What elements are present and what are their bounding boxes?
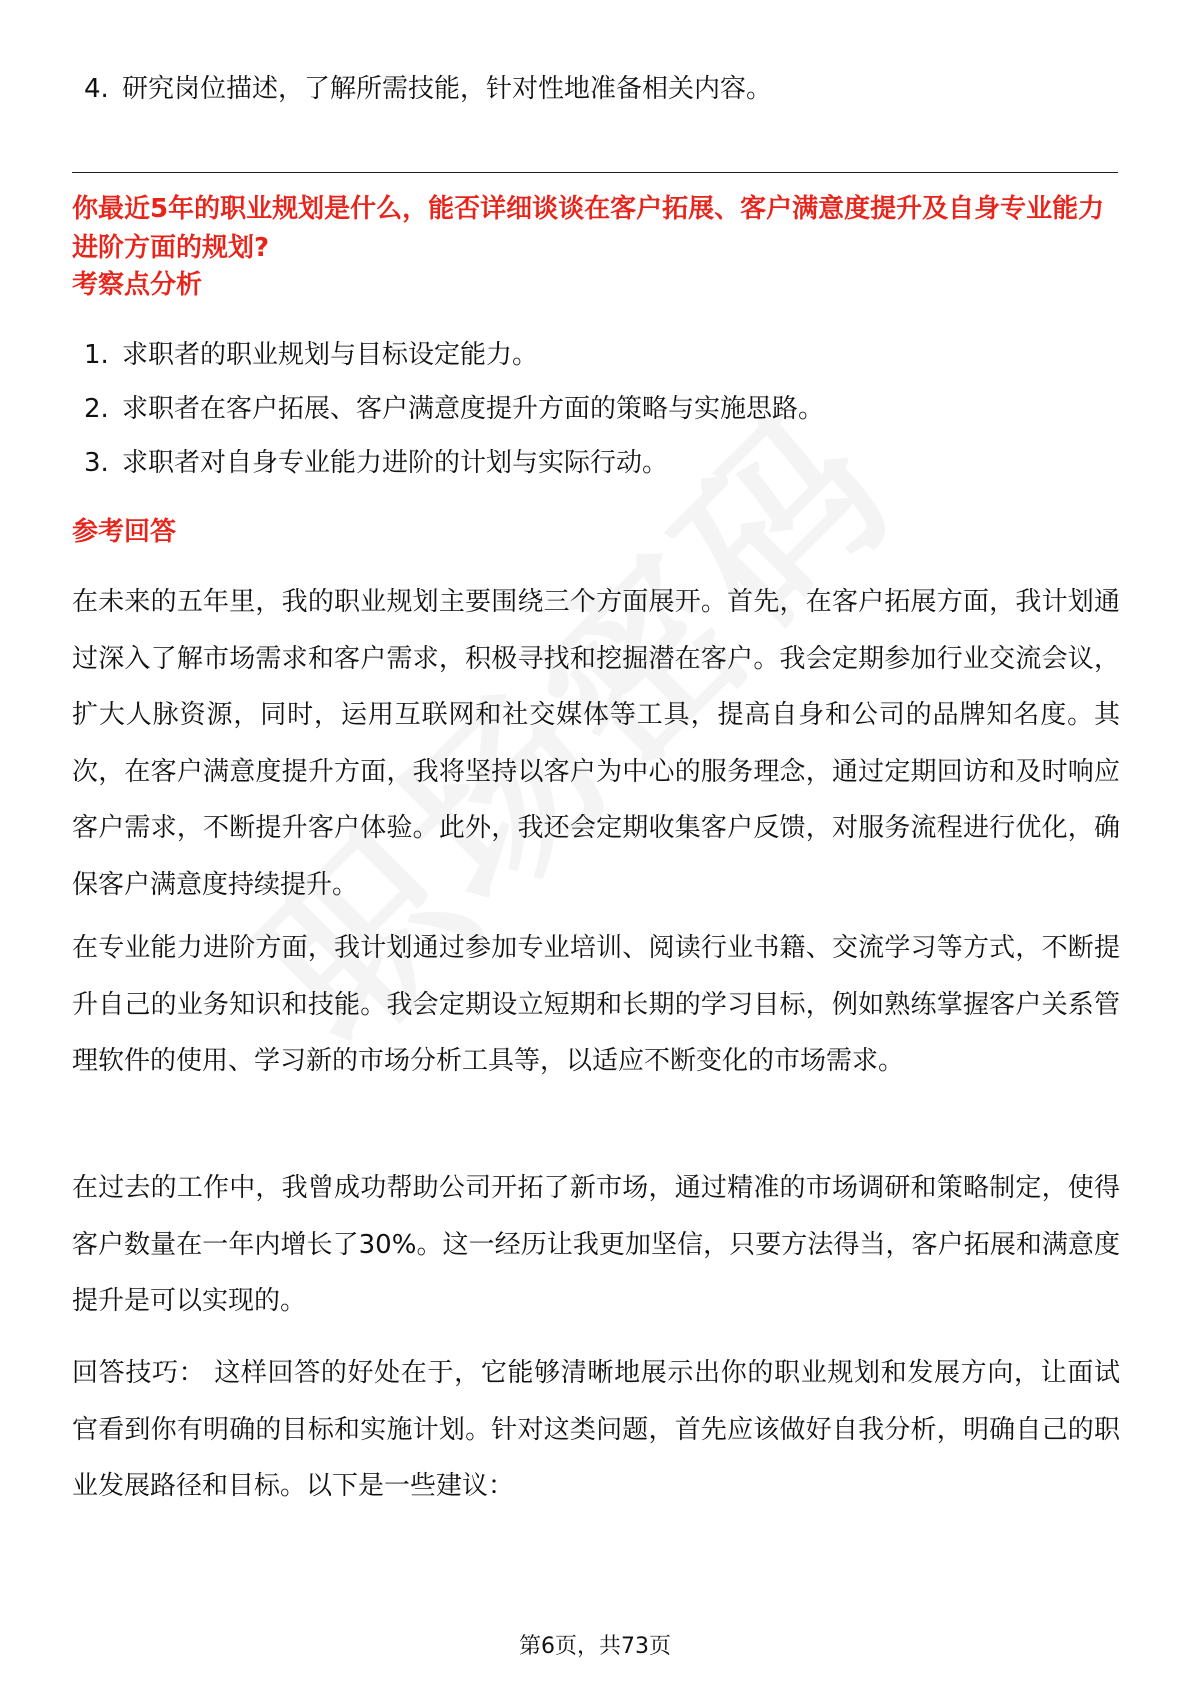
answer-paragraph: 在未来的五年里，我的职业规划主要围绕三个方面展开。首先，在客户拓展方面，我计划通过深入了解市场需求和客户需求，积极寻找和挖掘潜在客户。我会定期参加行业交流会议，扩大人脉资源，同时，运用互联网和社交媒体等工具，提高自身和公司的品牌知名度。其次，在客户满意度提升方面，我将坚持以客户为中心的服务理念，通过定期回访和及时响应客户需求，不断提升客户体验。此外，我还会定期收集客户反馈，对服务流程进行优化，确保客户满意度持续提升。 — [72, 587, 1120, 900]
list-number: 3. — [84, 448, 109, 478]
analysis-heading: 考察点分析 — [72, 270, 203, 300]
answer-paragraph: 在过去的工作中，我曾成功帮助公司开拓了新市场，通过精准的市场调研和策略制定，使得客户数量在一年内增长了30%。这一经历让我更加坚信，只要方法得当，客户拓展和满意度提升是可以实现的。 — [72, 1173, 1120, 1316]
list-number: 1. — [84, 340, 109, 370]
list-number: 4. — [84, 74, 109, 104]
list-item — [84, 72, 772, 106]
list-text: 研究岗位描述，了解所需技能，针对性地准备相关内容。 — [122, 74, 773, 104]
tips-paragraph: 回答技巧： 这样回答的好处在于，它能够清晰地展示出你的职业规划和发展方向，让面试官看到你有明确的目标和实施计划。针对这类问题，首先应该做好自我分析，明确自己的职业发展路径和目标。以下是一些建议： — [72, 1358, 1120, 1501]
answer-paragraph: 在专业能力进阶方面，我计划通过参加专业培训、阅读行业书籍、交流学习等方式，不断提升自己的业务知识和技能。我会定期设立短期和长期的学习目标，例如熟练掌握客户关系管理软件的使用、学习新的市场分析工具等，以适应不断变化的市场需求。 — [72, 933, 1120, 1076]
answer-heading: 参考回答 — [72, 517, 177, 547]
list-text: 求职者对自身专业能力进阶的计划与实际行动。 — [122, 448, 669, 478]
list-text: 求职者的职业规划与目标设定能力。 — [122, 340, 539, 370]
section-divider — [72, 172, 1118, 173]
page-number: 第6页，共73页 — [519, 1634, 671, 1659]
question-title: 你最近5年的职业规划是什么，能否详细谈谈在客户拓展、客户满意度提升及自身专业能力进阶方面的规划? — [72, 194, 1105, 263]
list-item — [84, 446, 668, 480]
list-number: 2. — [84, 394, 109, 424]
list-text: 求职者在客户拓展、客户满意度提升方面的策略与实施思路。 — [122, 394, 825, 424]
list-item — [84, 392, 824, 426]
list-item — [84, 338, 538, 372]
